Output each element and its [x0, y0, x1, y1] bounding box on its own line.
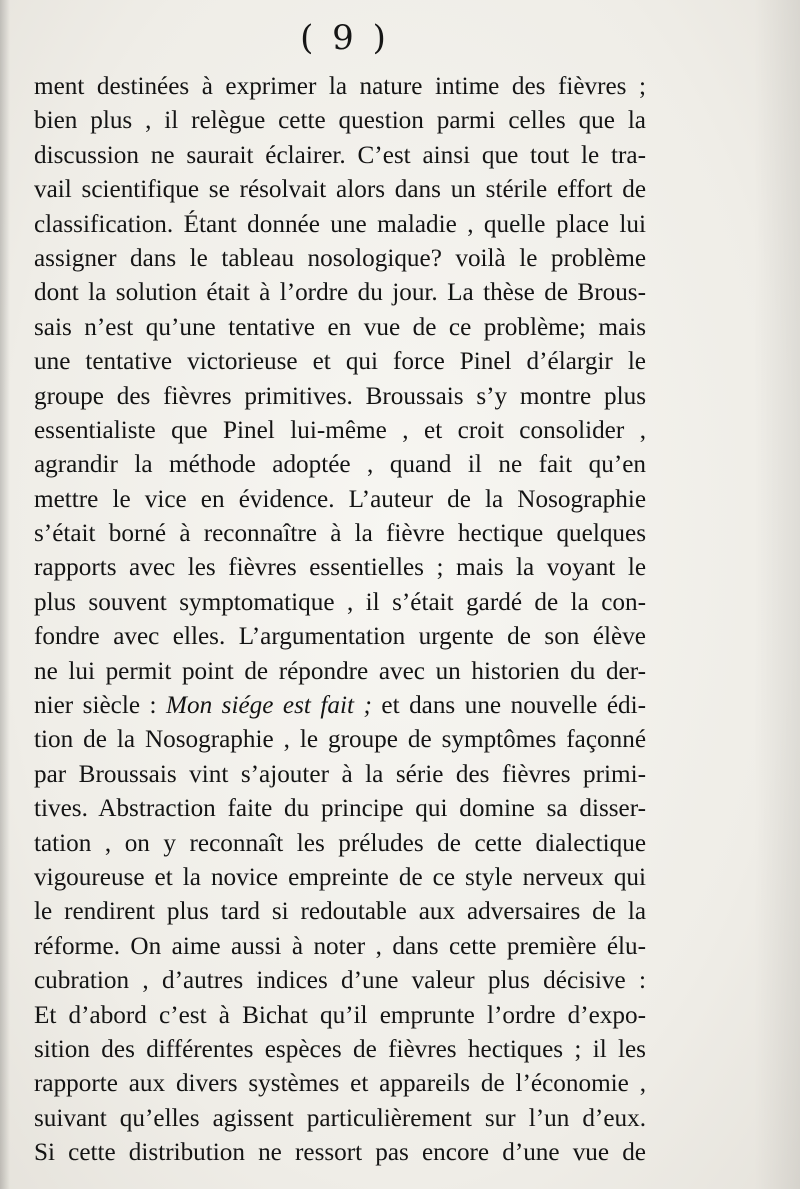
line-segment: nier siècle :	[34, 692, 166, 720]
text-line: Et d’abord c’est à Bichat qu’il emprunte l’ordre d’expo-	[34, 1001, 646, 1029]
text-line: discussion ne saurait éclairer. C’est ainsi que tout le tra-	[34, 141, 646, 169]
text-line: ment destinées à exprimer la nature intime des fièvres ;	[34, 73, 646, 100]
text-line: plus souvent symptomatique , il s’était gardé de la con-	[34, 588, 646, 616]
text-line: le rendirent plus tard si redoutable aux adversaires de la	[34, 898, 646, 926]
text-line: tives. Abstraction faite du principe qui domine sa disser-	[34, 795, 646, 823]
text-line: dont la solution était à l’ordre du jour. La thèse de Brous-	[34, 279, 646, 307]
text-line: tion de la Nosographie , le groupe de symptômes façonné	[34, 726, 646, 754]
line-segment: et dans une nouvelle édi-	[371, 692, 646, 720]
text-line: cubration , d’autres indices d’une valeur plus décisive :	[34, 967, 646, 995]
text-line: sais n’est qu’une tentative en vue de ce problème; mais	[34, 313, 646, 341]
text-line: par Broussais vint s’ajouter à la série des fièvres primi-	[34, 760, 646, 788]
text-line: bien plus , il relègue cette question parmi celles que la	[34, 107, 646, 135]
text-line: réforme. On aime aussi à noter , dans cette première élu-	[34, 932, 646, 960]
body-text	[34, 70, 646, 1171]
text-line-with-italic	[34, 689, 646, 723]
text-line: tation , on y reconnaît les préludes de cette dialectique	[34, 829, 646, 857]
italic-quote: Mon siége est fait ;	[166, 692, 372, 720]
text-line: assigner dans le tableau nosologique? voilà le problème	[34, 244, 646, 272]
text-line: une tentative victorieuse et qui force Pinel d’élargir le	[34, 348, 646, 376]
text-line: agrandir la méthode adoptée , quand il ne fait qu’en	[34, 451, 646, 479]
text-line: fondre avec elles. L’argumentation urgente de son élève	[34, 623, 646, 651]
binding-shadow	[0, 0, 10, 1189]
text-line: essentialiste que Pinel lui-même , et croit consolider ,	[34, 416, 646, 444]
edge-shadow	[754, 0, 800, 1189]
text-line: mettre le vice en évidence. L’auteur de la Nosographie	[34, 485, 646, 513]
text-line: sition des différentes espèces de fièvres hectiques ; il les	[34, 1035, 646, 1063]
text-line: vigoureuse et la novice empreinte de ce style nerveux qui	[34, 863, 646, 891]
text-line: rapporte aux divers systèmes et appareils de l’économie ,	[34, 1070, 646, 1098]
text-line: s’était borné à reconnaître à la fièvre hectique quelques	[34, 520, 646, 548]
text-line: rapports avec les fièvres essentielles ; mais la voyant le	[34, 554, 646, 582]
text-line: suivant qu’elles agissent particulièrement sur l’un d’eux.	[34, 1104, 646, 1132]
text-line: Si cette distribution ne ressort pas encore d’une vue de	[34, 1139, 646, 1167]
text-line: classification. Étant donnée une maladie , quelle place lui	[34, 210, 646, 238]
page-number: ( 9 )	[300, 18, 390, 58]
text-line: groupe des fièvres primitives. Broussais s’y montre plus	[34, 382, 646, 410]
text-line: vail scientifique se résolvait alors dans un stérile effort de	[34, 176, 646, 204]
text-line: ne lui permit point de répondre avec un historien du der-	[34, 657, 646, 685]
